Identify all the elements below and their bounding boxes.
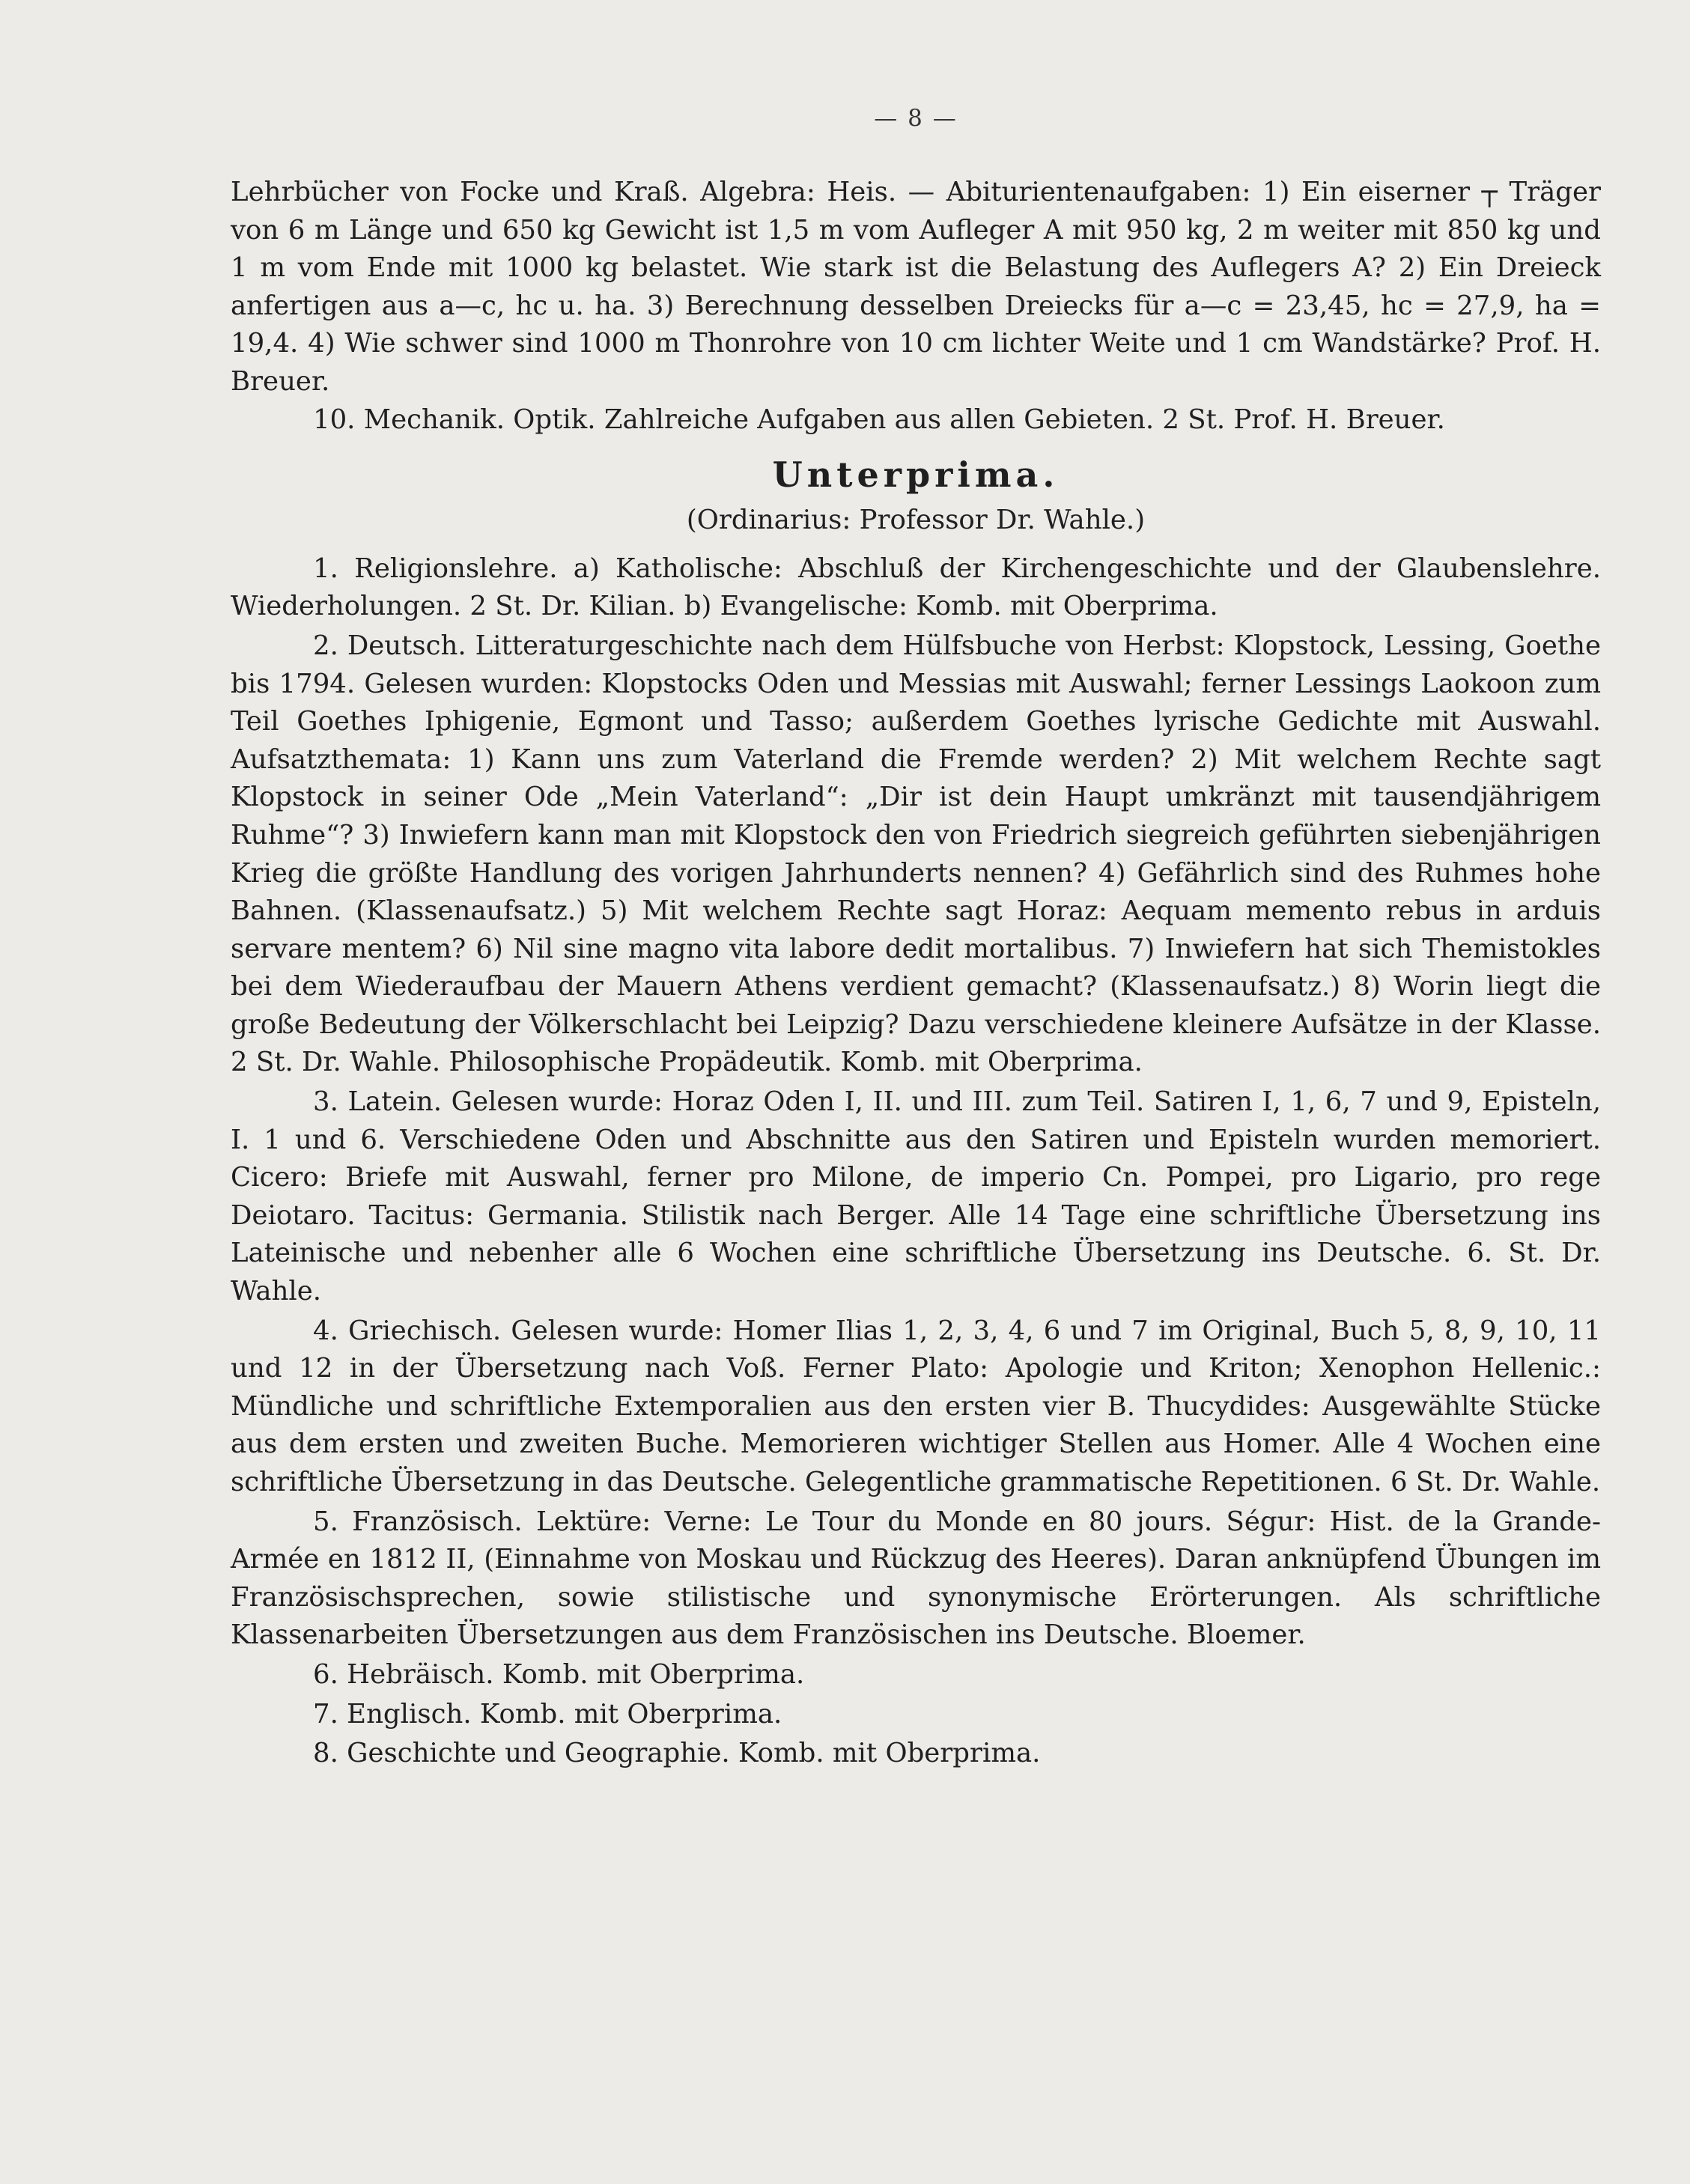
page-body xyxy=(231,174,1601,1773)
page-number: — 8 — xyxy=(874,105,958,132)
subject-deutsch: 2. Deutsch. Litteraturgeschichte nach dem Hülfsbuche von Herbst: Klopstock, Lessing, Goethe bis 1794. Gelesen wurden: Klopstocks Oden und Messias mit Auswahl; ferner Lessings Laokoon zum Teil Goethes Iphigenie, Egmont und Tasso; außerdem Goethes lyrische Gedichte mit Auswahl. Aufsatzthemata: 1) Kann uns zum Vaterland die Fremde werden? 2) Mit welchem Rechte sagt Klopstock in seiner Ode „Mein Vaterland“: „Dir ist dein Haupt umkränzt mit tausendjährigem Ruhme“? 3) Inwiefern kann man mit Klopstock den von Friedrich siegreich geführten siebenjährigen Krieg die größte Handlung des vorigen Jahrhunderts nennen? 4) Gefährlich sind des Ruhmes hohe Bahnen. (Klassenaufsatz.) 5) Mit welchem Rechte sagt Horaz: Aequam memento rebus in arduis servare mentem? 6) Nil sine magno vita labore dedit mortalibus. 7) Inwiefern hat sich Themistokles bei dem Wiederaufbau der Mauern Athens verdient gemacht? (Klassenaufsatz.) 8) Worin liegt die große Bedeutung der Völkerschlacht bei Leipzig? Dazu verschiedene kleinere Aufsätze in der Klasse. 2 St. Dr. Wahle. Philosophische Propädeutik. Komb. mit Oberprima. xyxy=(231,630,1601,1078)
document-page xyxy=(231,105,1601,2126)
subject-englisch: 7. Englisch. Komb. mit Oberprima. xyxy=(313,1698,782,1730)
subject-griechisch: 4. Griechisch. Gelesen wurde: Homer Ilias 1, 2, 3, 4, 6 und 7 im Original, Buch 5, 8, 9, 10, 11 und 12 in der Übersetzung nach Voß. Ferner Plato: Apologie und Kriton; Xenophon Hellenic.: Mündliche und schriftliche Extemporalien aus den ersten vier B. Thucydides: Ausgewählte Stücke aus dem ersten und zweiten Buche. Memorieren wichtiger Stellen aus Homer. Alle 4 Wochen eine schriftliche Übersetzung in das Deutsche. Gelegentliche grammatische Repetitionen. 6 St. Dr. Wahle. xyxy=(231,1315,1601,1497)
subject-franzoesisch: 5. Französisch. Lektüre: Verne: Le Tour du Monde en 80 jours. Ségur: Hist. de la Grande-Armée en 1812 II, (Einnahme von Moskau und Rückzug des Heeres). Daran anknüpfend Übungen im Französischsprechen, sowie stilistische und synonymische Erörterungen. Als schriftliche Klassenarbeiten Übersetzungen aus dem Französischen ins Deutsche. Bloemer. xyxy=(231,1506,1601,1651)
subject-hebraeisch: 6. Hebräisch. Komb. mit Oberprima. xyxy=(313,1658,805,1690)
section-title: Unterprima. xyxy=(772,454,1060,496)
subject-geschichte: 8. Geschichte und Geographie. Komb. mit Oberprima. xyxy=(313,1738,1041,1769)
ordinarius-line: (Ordinarius: Professor Dr. Wahle.) xyxy=(686,505,1146,536)
subject-latein: 3. Latein. Gelesen wurde: Horaz Oden I, II. und III. zum Teil. Satiren I, 1, 6, 7 und 9, Episteln, I. 1 und 6. Verschiedene Oden und Abschnitte aus den Satiren und Episteln wurden memoriert. Cicero: Briefe mit Auswahl, ferner pro Milone, de imperio Cn. Pompei, pro Ligario, pro rege Deiotaro. Tacitus: Germania. Stilistik nach Berger. Alle 14 Tage eine schriftliche Übersetzung ins Lateinische und nebenher alle 6 Wochen eine schriftliche Übersetzung ins Deutsche. 6. St. Dr. Wahle. xyxy=(231,1086,1601,1307)
paragraph-mechanik: 10. Mechanik. Optik. Zahlreiche Aufgaben aus allen Gebieten. 2 St. Prof. H. Breuer. xyxy=(313,404,1445,435)
paragraph-abitur-tasks: Lehrbücher von Focke und Kraß. Algebra: Heis. — Abiturientenaufgaben: 1) Ein eiserner ┬ Träger von 6 m Länge und 650 kg Gewicht ist 1,5 m vom Aufleger A mit 950 kg, 2 m weiter mit 850 kg und 1 m vom Ende mit 1000 kg belastet. Wie stark ist die Belastung des Auflegers A? 2) Ein Dreieck anfertigen aus a—c, hc u. ha. 3) Berechnung desselben Dreiecks für a—c = 23,45, hc = 27,9, ha = 19,4. 4) Wie schwer sind 1000 m Thonrohre von 10 cm lichter Weite und 1 cm Wandstärke? Prof. H. Breuer. xyxy=(231,177,1601,397)
subject-religion: 1. Religionslehre. a) Katholische: Abschluß der Kirchengeschichte und der Glaubenslehre. Wiederholungen. 2 St. Dr. Kilian. b) Evangelische: Komb. mit Oberprima. xyxy=(231,553,1601,622)
